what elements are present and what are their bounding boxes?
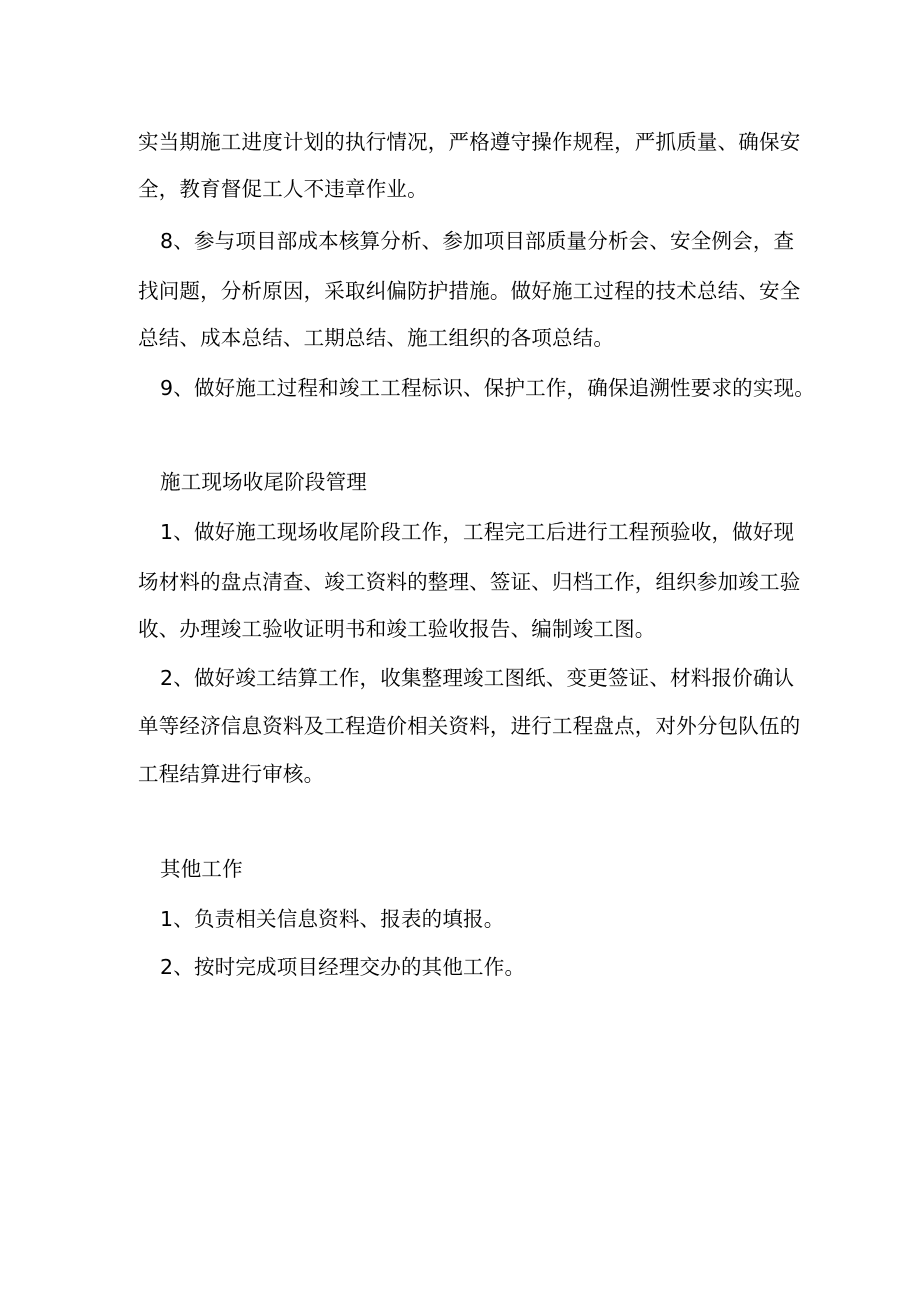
closeout-item-2-line: 2、做好竣工结算工作，收集整理竣工图纸、变更签证、材料报价确认 (160, 666, 795, 690)
closeout-item-1-line: 收、办理竣工验收证明书和竣工验收报告、编制竣工图。 (138, 617, 656, 641)
paragraph-line: 实当期施工进度计划的执行情况，严格遵守操作规程，严抓质量、确保安 (138, 130, 801, 154)
section-heading-closeout: 施工现场收尾阶段管理 (160, 470, 367, 494)
closeout-item-2-line: 单等经济信息资料及工程造价相关资料，进行工程盘点，对外分包队伍的 (138, 714, 801, 738)
list-item-9: 9、做好施工过程和竣工工程标识、保护工作，确保追溯性要求的实现。 (160, 376, 815, 400)
closeout-item-1-line: 1、做好施工现场收尾阶段工作，工程完工后进行工程预验收，做好现 (160, 520, 795, 544)
section-heading-other: 其他工作 (160, 857, 243, 881)
paragraph-line: 全，教育督促工人不违章作业。 (138, 177, 428, 201)
closeout-item-2-line: 工程结算进行审核。 (138, 762, 325, 786)
closeout-item-1-line: 场材料的盘点清查、竣工资料的整理、签证、归档工作，组织参加竣工验 (138, 570, 801, 594)
other-item-1: 1、负责相关信息资料、报表的填报。 (160, 907, 505, 931)
list-item-8-line: 找问题，分析原因，采取纠偏防护措施。做好施工过程的技术总结、安全 (138, 279, 801, 303)
list-item-8-line: 8、参与项目部成本核算分析、参加项目部质量分析会、安全例会，查 (160, 229, 795, 253)
list-item-8-line: 总结、成本总结、工期总结、施工组织的各项总结。 (138, 326, 615, 350)
other-item-2: 2、按时完成项目经理交办的其他工作。 (160, 955, 526, 979)
